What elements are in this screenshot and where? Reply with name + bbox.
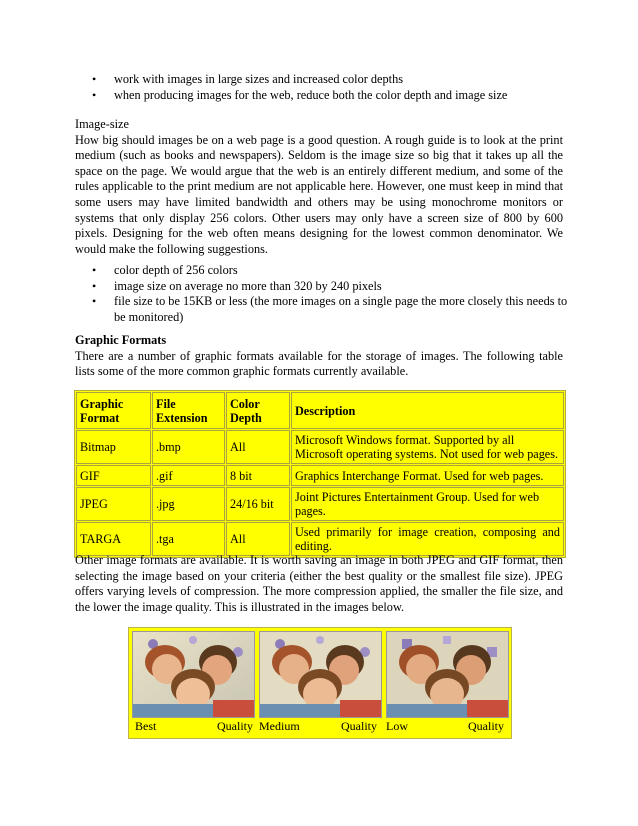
table-cell: Joint Pictures Entertainment Group. Used for web pages.	[291, 487, 564, 521]
table-cell: GIF	[76, 465, 151, 486]
table-header-row	[76, 392, 564, 429]
top-bullet-list	[92, 72, 570, 103]
column-header: Color Depth	[226, 392, 290, 429]
medium-quality-photo	[259, 631, 382, 718]
table-cell: Microsoft Windows format. Supported by all Microsoft operating systems. Not used for web pages.	[291, 430, 564, 464]
table-cell: JPEG	[76, 487, 151, 521]
graphic-formats-section	[75, 333, 563, 380]
table-cell: 8 bit	[226, 465, 290, 486]
table-cell: .tga	[152, 522, 225, 556]
table-cell: 24/16 bit	[226, 487, 290, 521]
table-cell: Bitmap	[76, 430, 151, 464]
graphic-formats-table	[74, 390, 566, 558]
table-cell: .bmp	[152, 430, 225, 464]
image-size-section	[75, 117, 563, 257]
table-row	[76, 487, 564, 521]
section-heading: Graphic Formats	[75, 333, 167, 347]
list-item: • color depth of 256 colors	[92, 263, 570, 279]
caption-row	[129, 718, 511, 736]
table-cell: Used primarily for image creation, composing and editing.	[291, 522, 564, 556]
other-formats-paragraph: Other image formats are available. It is worth saving an image in both JPEG and GIF format, then selecting the image based on your criteria (either the best quality or the smallest file size). JPEG offers varying levels of compression. The more compression applied, the smaller the file size, and the lower the image quality. This is illustrated in the images below.	[75, 553, 563, 614]
suggestion-list	[92, 263, 570, 325]
best-quality-photo	[132, 631, 255, 718]
paragraph: How big should images be on a web page is a good question. A rough guide is to look at the print medium (such as books and newspapers). Seldom is the image size so big that it takes up all the space on the page. We would argue that the web is an entirely different medium, and some of the rules applicable to the print medium are not applicable here. However, one must keep in mind that some users may have limited bandwidth and others may be using monochrome monitors or systems that only display 256 colors. Other users may only have a screen size of 800 by 600 pixels. Designing for the web often means designing for the lowest common denominator. We would make the following suggestions.	[75, 132, 563, 256]
table-row	[76, 430, 564, 464]
table-cell: TARGA	[76, 522, 151, 556]
column-header: File Extension	[152, 392, 225, 429]
list-item: • work with images in large sizes and increased color depths	[92, 72, 570, 88]
list-item: • file size to be 15KB or less (the more images on a single page the more closely this needs to be monitored)	[92, 294, 570, 325]
caption-best: Best Quality	[135, 719, 253, 733]
column-header: Graphic Format	[76, 392, 151, 429]
list-item: • image size on average no more than 320 by 240 pixels	[92, 279, 570, 295]
compression-comparison	[128, 627, 512, 739]
table-row	[76, 465, 564, 486]
list-item: • when producing images for the web, reduce both the color depth and image size	[92, 88, 570, 104]
table-cell: .gif	[152, 465, 225, 486]
table-row	[76, 522, 564, 556]
low-quality-photo	[386, 631, 509, 718]
column-header: Description	[291, 392, 564, 429]
table-cell: All	[226, 430, 290, 464]
table-cell: All	[226, 522, 290, 556]
paragraph: There are a number of graphic formats available for the storage of images. The following table lists some of the more common graphic formats currently available.	[75, 348, 563, 379]
caption-medium: Medium Quality	[259, 719, 377, 733]
caption-low: Low Quality	[386, 719, 504, 733]
section-heading: Image-size	[75, 117, 129, 131]
table-cell: .jpg	[152, 487, 225, 521]
table-cell: Graphics Interchange Format. Used for web pages.	[291, 465, 564, 486]
